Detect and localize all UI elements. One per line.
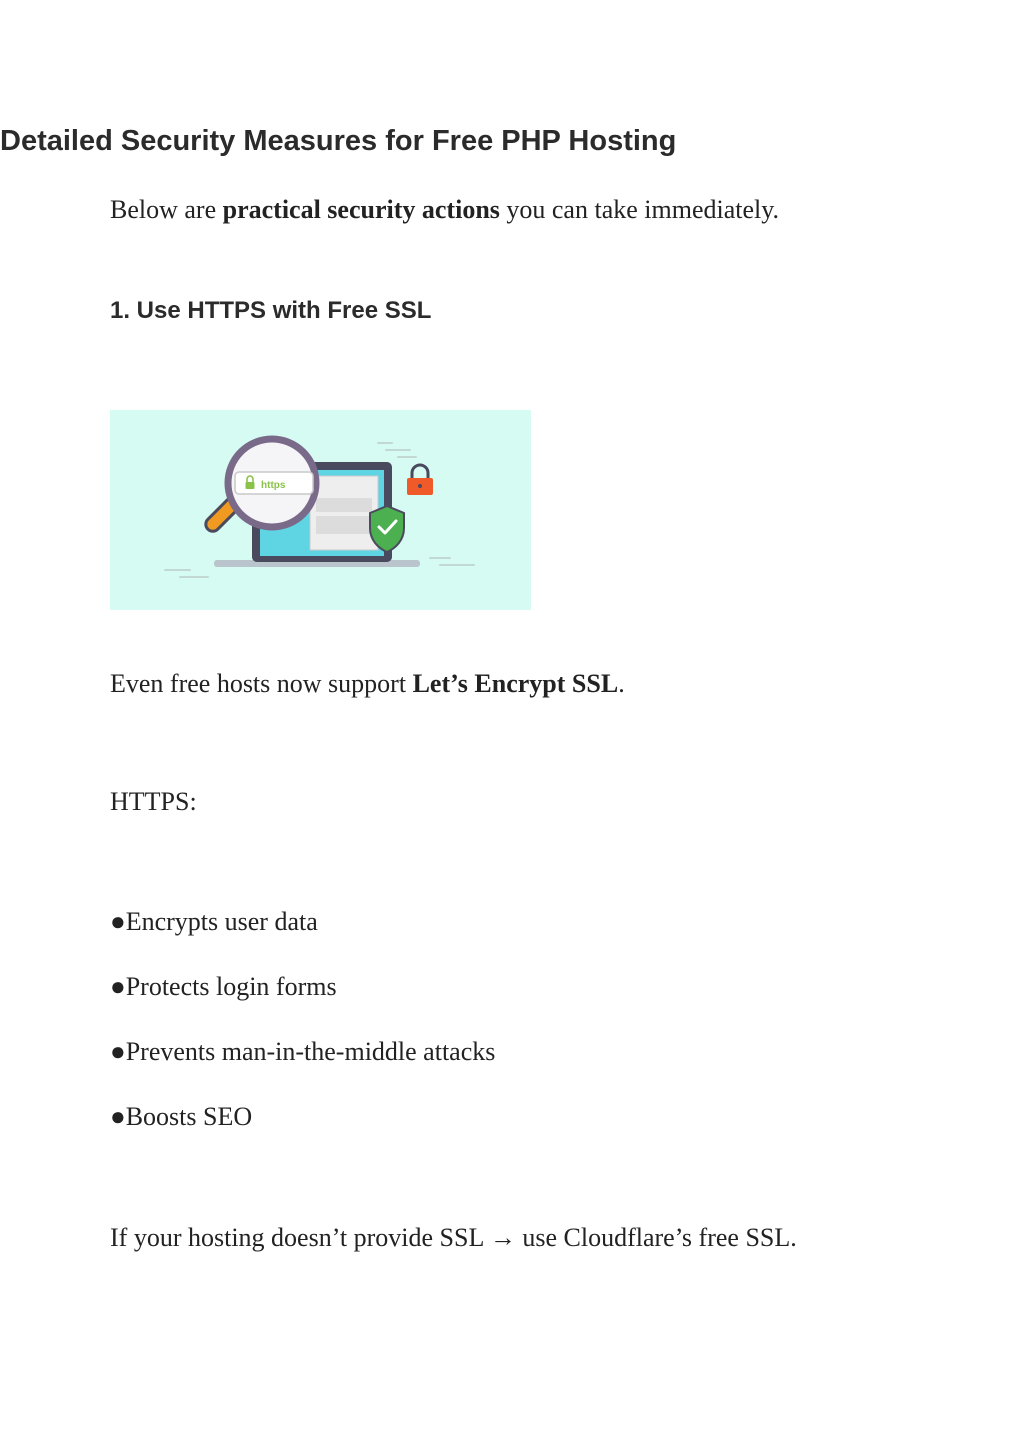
ssl-support-paragraph bbox=[110, 667, 625, 701]
https-illustration bbox=[110, 410, 531, 610]
url-https-text: https bbox=[261, 480, 286, 491]
padlock-icon bbox=[407, 465, 433, 495]
page-title: Detailed Security Measures for Free PHP Hosting bbox=[0, 125, 677, 157]
section-heading-https: 1. Use HTTPS with Free SSL bbox=[110, 297, 432, 324]
list-item: ●Encrypts user data bbox=[110, 907, 318, 936]
https-label: HTTPS: bbox=[110, 787, 197, 816]
cloudflare-note: If your hosting doesn’t provide SSL → use Cloudflare’s free SSL. bbox=[110, 1223, 797, 1252]
intro-text-before: Below are bbox=[110, 195, 223, 224]
ssl-text-after: . bbox=[618, 669, 625, 698]
ssl-text-before: Even free hosts now support bbox=[110, 669, 413, 698]
list-item: ●Protects login forms bbox=[110, 972, 337, 1001]
intro-paragraph bbox=[110, 193, 779, 227]
list-item: ●Prevents man-in-the-middle attacks bbox=[110, 1037, 496, 1066]
https-illustration-graphic bbox=[110, 410, 531, 610]
intro-text-bold: practical security actions bbox=[222, 195, 500, 224]
ssl-text-bold: Let’s Encrypt SSL bbox=[412, 669, 619, 698]
intro-text-after: you can take immediately. bbox=[499, 195, 780, 224]
list-item: ●Boosts SEO bbox=[110, 1102, 253, 1131]
